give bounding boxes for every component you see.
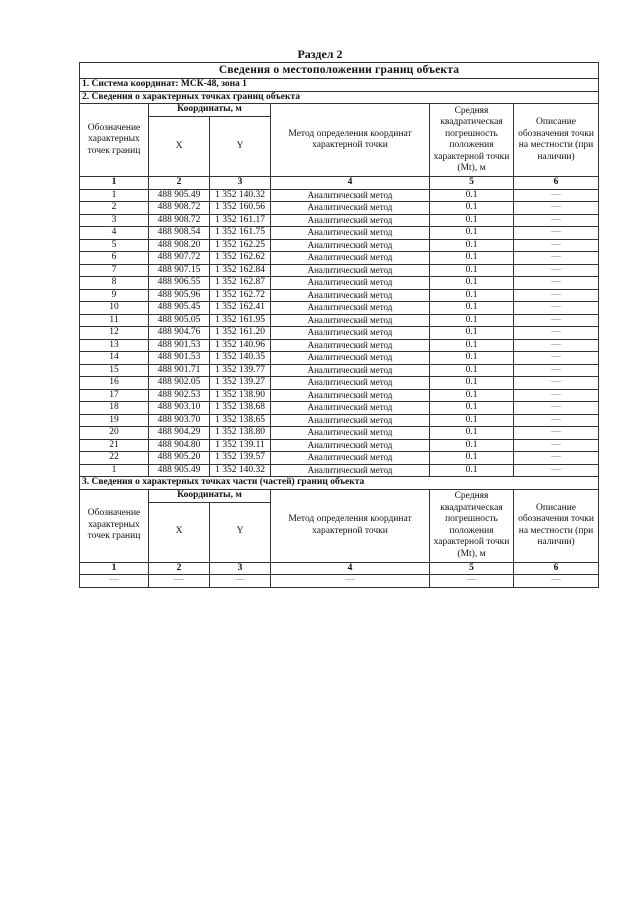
- column-number: 6: [514, 562, 599, 575]
- empty-cell: —: [430, 575, 514, 588]
- description: —: [514, 289, 599, 302]
- point-number: 1: [80, 464, 149, 477]
- point-number: 10: [80, 302, 149, 315]
- coord-x: 488 901.53: [149, 352, 210, 365]
- table-row: [80, 239, 599, 252]
- error-value: 0.1: [430, 402, 514, 415]
- method: Аналитический метод: [271, 464, 430, 477]
- method: Аналитический метод: [271, 439, 430, 452]
- section3-title: 3. Сведения о характерных точках части (частей) границ объекта: [80, 477, 599, 490]
- description: —: [514, 327, 599, 340]
- coord-y: 1 352 162.72: [210, 289, 271, 302]
- empty-cell: —: [149, 575, 210, 588]
- error-value: 0.1: [430, 352, 514, 365]
- method: Аналитический метод: [271, 227, 430, 240]
- description: —: [514, 377, 599, 390]
- error-value: 0.1: [430, 414, 514, 427]
- column-number: 6: [514, 177, 599, 190]
- error-value: 0.1: [430, 277, 514, 290]
- point-number: 11: [80, 314, 149, 327]
- description: —: [514, 239, 599, 252]
- table-row: [80, 314, 599, 327]
- point-number: 21: [80, 439, 149, 452]
- coord-y: 1 352 140.35: [210, 352, 271, 365]
- point-number: 20: [80, 427, 149, 440]
- point-number: 2: [80, 202, 149, 215]
- column-number: 1: [80, 177, 149, 190]
- coord-system-line: 1. Система координат: МСК-48, зона 1: [80, 79, 599, 92]
- point-number: 19: [80, 414, 149, 427]
- section2-rows: [80, 189, 599, 477]
- table-row: [80, 427, 599, 440]
- table-row: [80, 252, 599, 265]
- description: —: [514, 389, 599, 402]
- coord-y: 1 352 138.65: [210, 414, 271, 427]
- coord-y: 1 352 162.41: [210, 302, 271, 315]
- point-number: 4: [80, 227, 149, 240]
- point-number: 12: [80, 327, 149, 340]
- column-number: 4: [271, 562, 430, 575]
- column-number: 3: [210, 177, 271, 190]
- s3-col-error-header: Средняя квадратическая погрешность положения характерной точки (Mt), м: [430, 489, 514, 562]
- description: —: [514, 264, 599, 277]
- point-number: 17: [80, 389, 149, 402]
- coord-y: 1 352 162.84: [210, 264, 271, 277]
- method: Аналитический метод: [271, 264, 430, 277]
- description: —: [514, 202, 599, 215]
- table-row: [80, 389, 599, 402]
- table-row: [80, 339, 599, 352]
- s3-col-designation-header: Обозначение характерных точек границ: [80, 489, 149, 562]
- table-row: [80, 277, 599, 290]
- method: Аналитический метод: [271, 414, 430, 427]
- s3-col-description-header: Описание обозначения точки на местности (при наличии): [514, 489, 599, 562]
- coord-y: 1 352 140.96: [210, 339, 271, 352]
- point-number: 14: [80, 352, 149, 365]
- description: —: [514, 452, 599, 465]
- method: Аналитический метод: [271, 389, 430, 402]
- column-number: 5: [430, 562, 514, 575]
- col-y-header: Y: [210, 117, 271, 177]
- point-number: 16: [80, 377, 149, 390]
- s3-col-method-header: Метод определения координат характерной точки: [271, 489, 430, 562]
- coord-y: 1 352 160.56: [210, 202, 271, 215]
- description: —: [514, 414, 599, 427]
- coord-y: 1 352 139.11: [210, 439, 271, 452]
- method: Аналитический метод: [271, 364, 430, 377]
- coord-y: 1 352 139.77: [210, 364, 271, 377]
- method: Аналитический метод: [271, 302, 430, 315]
- error-value: 0.1: [430, 227, 514, 240]
- error-value: 0.1: [430, 202, 514, 215]
- col-method-header: Метод определения координат характерной точки: [271, 104, 430, 177]
- coord-y: 1 352 162.62: [210, 252, 271, 265]
- coord-x: 488 905.49: [149, 189, 210, 202]
- method: Аналитический метод: [271, 402, 430, 415]
- method: Аналитический метод: [271, 214, 430, 227]
- table-row: [80, 364, 599, 377]
- description: —: [514, 277, 599, 290]
- error-value: 0.1: [430, 214, 514, 227]
- s3-col-y-header: Y: [210, 502, 271, 562]
- coord-y: 1 352 162.87: [210, 277, 271, 290]
- point-number: 18: [80, 402, 149, 415]
- boundary-document: [79, 62, 598, 588]
- error-value: 0.1: [430, 327, 514, 340]
- table-row: [80, 264, 599, 277]
- coord-y: 1 352 161.20: [210, 327, 271, 340]
- point-number: 15: [80, 364, 149, 377]
- description: —: [514, 214, 599, 227]
- coord-y: 1 352 161.95: [210, 314, 271, 327]
- table-row: [80, 352, 599, 365]
- coord-y: 1 352 138.90: [210, 389, 271, 402]
- table-row: [80, 189, 599, 202]
- section-heading: Раздел 2: [297, 47, 343, 61]
- description: —: [514, 439, 599, 452]
- column-number: 1: [80, 562, 149, 575]
- coord-y: 1 352 138.80: [210, 427, 271, 440]
- coord-x: 488 905.96: [149, 289, 210, 302]
- description: —: [514, 227, 599, 240]
- point-number: 13: [80, 339, 149, 352]
- error-value: 0.1: [430, 264, 514, 277]
- description: —: [514, 352, 599, 365]
- column-number: 4: [271, 177, 430, 190]
- empty-cell: —: [210, 575, 271, 588]
- col-coordinates-header: Координаты, м: [149, 104, 271, 117]
- description: —: [514, 252, 599, 265]
- point-number: 3: [80, 214, 149, 227]
- method: Аналитический метод: [271, 427, 430, 440]
- error-value: 0.1: [430, 302, 514, 315]
- coord-y: 1 352 162.25: [210, 239, 271, 252]
- empty-cell: —: [80, 575, 149, 588]
- point-number: 8: [80, 277, 149, 290]
- column-number: 2: [149, 177, 210, 190]
- error-value: 0.1: [430, 239, 514, 252]
- table-row: [80, 377, 599, 390]
- table-row: [80, 452, 599, 465]
- description: —: [514, 402, 599, 415]
- coord-x: 488 905.45: [149, 302, 210, 315]
- table-row: [80, 202, 599, 215]
- coord-y: 1 352 139.27: [210, 377, 271, 390]
- document-title: Сведения о местоположении границ объекта: [80, 63, 599, 79]
- coord-x: 488 908.20: [149, 239, 210, 252]
- coord-y: 1 352 140.32: [210, 189, 271, 202]
- table-row: [80, 327, 599, 340]
- method: Аналитический метод: [271, 352, 430, 365]
- description: —: [514, 314, 599, 327]
- method: Аналитический метод: [271, 277, 430, 290]
- empty-cell: —: [271, 575, 430, 588]
- column-number: 3: [210, 562, 271, 575]
- coord-x: 488 904.80: [149, 439, 210, 452]
- section2-title: 2. Сведения о характерных точках границ объекта: [80, 91, 599, 104]
- coord-x: 488 901.71: [149, 364, 210, 377]
- table-row: [80, 414, 599, 427]
- coord-x: 488 905.05: [149, 314, 210, 327]
- error-value: 0.1: [430, 364, 514, 377]
- error-value: 0.1: [430, 439, 514, 452]
- method: Аналитический метод: [271, 202, 430, 215]
- coord-x: 488 907.15: [149, 264, 210, 277]
- error-value: 0.1: [430, 314, 514, 327]
- table-row: [80, 464, 599, 477]
- column-number: 5: [430, 177, 514, 190]
- point-number: 6: [80, 252, 149, 265]
- coord-x: 488 908.72: [149, 202, 210, 215]
- description: —: [514, 464, 599, 477]
- coord-x: 488 903.70: [149, 414, 210, 427]
- method: Аналитический метод: [271, 252, 430, 265]
- col-error-header: Средняя квадратическая погрешность положения характерной точки (Mt), м: [430, 104, 514, 177]
- point-number: 7: [80, 264, 149, 277]
- empty-cell: —: [514, 575, 599, 588]
- coord-x: 488 908.72: [149, 214, 210, 227]
- description: —: [514, 364, 599, 377]
- description: —: [514, 427, 599, 440]
- coord-y: 1 352 138.68: [210, 402, 271, 415]
- col-x-header: X: [149, 117, 210, 177]
- error-value: 0.1: [430, 452, 514, 465]
- table-row: [80, 214, 599, 227]
- coord-x: 488 904.76: [149, 327, 210, 340]
- col-description-header: Описание обозначения точки на местности (при наличии): [514, 104, 599, 177]
- method: Аналитический метод: [271, 189, 430, 202]
- coord-x: 488 903.10: [149, 402, 210, 415]
- error-value: 0.1: [430, 339, 514, 352]
- table-row: [80, 302, 599, 315]
- point-number: 1: [80, 189, 149, 202]
- error-value: 0.1: [430, 427, 514, 440]
- point-number: 5: [80, 239, 149, 252]
- coord-x: 488 902.05: [149, 377, 210, 390]
- coord-x: 488 908.54: [149, 227, 210, 240]
- point-number: 9: [80, 289, 149, 302]
- coord-x: 488 905.20: [149, 452, 210, 465]
- coord-y: 1 352 140.32: [210, 464, 271, 477]
- coord-x: 488 906.55: [149, 277, 210, 290]
- method: Аналитический метод: [271, 327, 430, 340]
- coord-x: 488 907.72: [149, 252, 210, 265]
- description: —: [514, 302, 599, 315]
- error-value: 0.1: [430, 189, 514, 202]
- error-value: 0.1: [430, 389, 514, 402]
- s3-col-coordinates-header: Координаты, м: [149, 489, 271, 502]
- coord-x: 488 902.53: [149, 389, 210, 402]
- table-row: [80, 227, 599, 240]
- method: Аналитический метод: [271, 289, 430, 302]
- column-numbers-row: [80, 177, 599, 190]
- s3-col-x-header: X: [149, 502, 210, 562]
- coord-y: 1 352 139.57: [210, 452, 271, 465]
- coord-x: 488 905.49: [149, 464, 210, 477]
- error-value: 0.1: [430, 377, 514, 390]
- method: Аналитический метод: [271, 377, 430, 390]
- method: Аналитический метод: [271, 339, 430, 352]
- coord-x: 488 904.29: [149, 427, 210, 440]
- error-value: 0.1: [430, 252, 514, 265]
- method: Аналитический метод: [271, 239, 430, 252]
- coord-y: 1 352 161.17: [210, 214, 271, 227]
- column-number: 2: [149, 562, 210, 575]
- col-designation-header: Обозначение характерных точек границ: [80, 104, 149, 177]
- table-row: [80, 439, 599, 452]
- s3-column-numbers-row: [80, 562, 599, 575]
- error-value: 0.1: [430, 289, 514, 302]
- coord-y: 1 352 161.75: [210, 227, 271, 240]
- description: —: [514, 189, 599, 202]
- error-value: 0.1: [430, 464, 514, 477]
- description: —: [514, 339, 599, 352]
- table-row: [80, 289, 599, 302]
- s3-empty-row: [80, 575, 599, 588]
- method: Аналитический метод: [271, 452, 430, 465]
- point-number: 22: [80, 452, 149, 465]
- coord-x: 488 901.53: [149, 339, 210, 352]
- table-row: [80, 402, 599, 415]
- section2-table: [79, 62, 599, 588]
- method: Аналитический метод: [271, 314, 430, 327]
